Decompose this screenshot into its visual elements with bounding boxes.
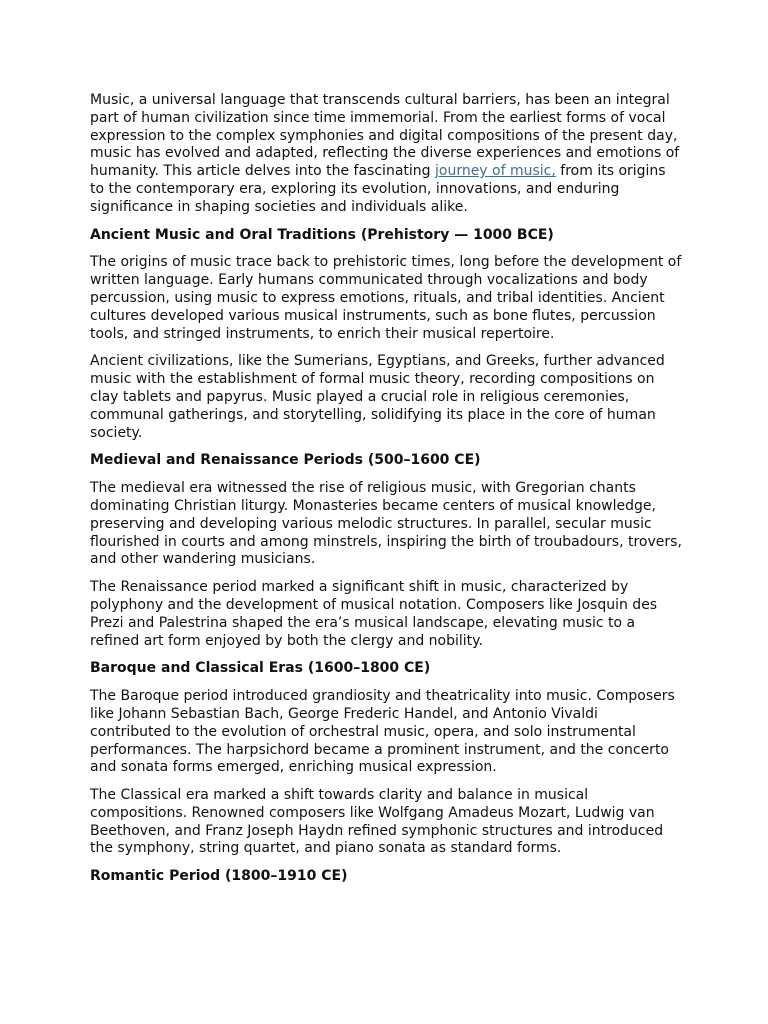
paragraph-ancient-civilizations: Ancient civilizations, like the Sumerians, Egyptians, and Greeks, further advanced music with the establishment of formal music theory, recording compositions on clay tablets and papyrus. Music played a crucial role in religious ceremonies, communal gatherings, and storytelling, solidifying its place in the core of human society. — [90, 353, 665, 441]
journey-of-music-link[interactable]: journey of music, — [434, 163, 556, 180]
section-heading-romantic: Romantic Period (1800–1910 CE) — [90, 868, 348, 885]
document-page — [90, 92, 682, 896]
section-heading-baroque: Baroque and Classical Eras (1600–1800 CE) — [90, 660, 431, 677]
paragraph-classical: The Classical era marked a shift towards clarity and balance in musical compositions. Renowned composers like Wolfgang Amadeus Mozart, Ludwig van Beethoven, and Franz Joseph Haydn refined symphonic structures and introduced the symphony, string quartet, and piano sonata as standard forms. — [90, 787, 664, 857]
paragraph-medieval-era: The medieval era witnessed the rise of religious music, with Gregorian chants dominating Christian liturgy. Monasteries became centers of musical knowledge, preserving and developing various melodic structures. In parallel, secular music flourished in courts and among minstrels, inspiring the birth of troubadours, trovers, and other wandering musicians. — [90, 480, 682, 568]
intro-text-after-link: from its origins to the contemporary era, exploring its evolution, innovations, and enduring significance in shaping societies and individuals alike. — [90, 163, 666, 215]
paragraph-renaissance: The Renaissance period marked a significant shift in music, characterized by polyphony and the development of musical notation. Composers like Josquin des Prezi and Palestrina shaped the era’s musical landscape, elevating music to a refined art form enjoyed by both the clergy and nobility. — [90, 579, 658, 649]
paragraph-ancient-origins: The origins of music trace back to prehistoric times, long before the development of written language. Early humans communicated through vocalizations and body percussion, using music to express emotions, rituals, and tribal identities. Ancient cultures developed various musical instruments, such as bone flutes, percussion tools, and stringed instruments, to enrich their musical repertoire. — [90, 254, 682, 342]
paragraph-baroque: The Baroque period introduced grandiosity and theatricality into music. Composers like Johann Sebastian Bach, George Frederic Handel, and Antonio Vivaldi contributed to the evolution of orchestral music, opera, and solo instrumental performances. The harpsichord became a prominent instrument, and the concerto and sonata forms emerged, enriching musical expression. — [90, 688, 675, 776]
section-heading-ancient: Ancient Music and Oral Traditions (Prehistory — 1000 BCE) — [90, 226, 554, 243]
intro-text-before-link: Music, a universal language that transcends cultural barriers, has been an integral part of human civilization since time immemorial. From the earliest forms of vocal expression to the complex symphonies and digital compositions of the present day, music has evolved and adapted, reflecting the diverse experiences and emotions of humanity. This article delves into the fascinating — [90, 92, 680, 180]
section-heading-medieval: Medieval and Renaissance Periods (500–1600 CE) — [90, 452, 481, 469]
intro-paragraph — [90, 92, 682, 217]
